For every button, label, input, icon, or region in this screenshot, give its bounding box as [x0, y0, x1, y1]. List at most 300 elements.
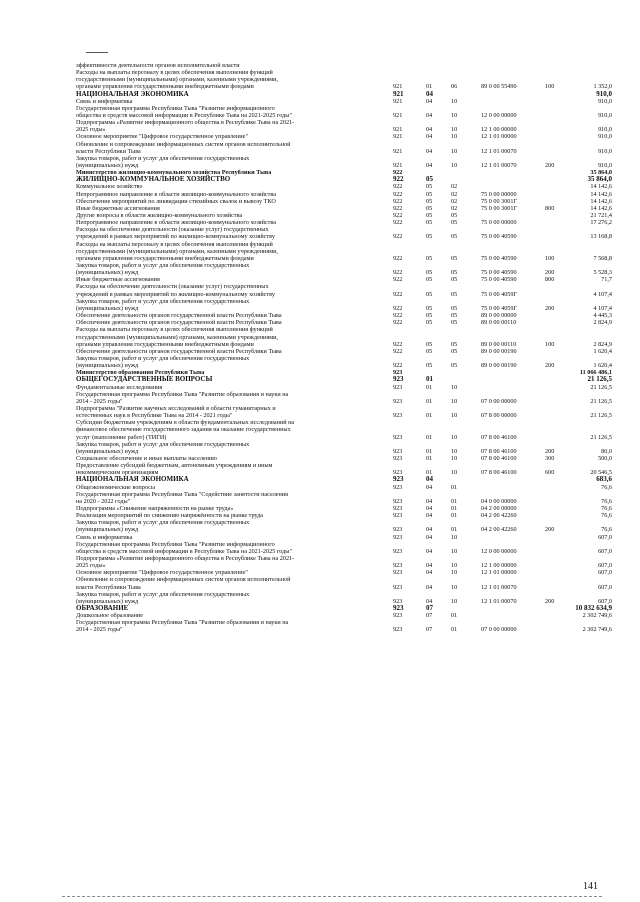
row-section: 01	[426, 469, 433, 477]
row-name: Другие вопросы в области жилищно-коммунального хозяйства	[76, 212, 243, 220]
row-amount: 35 864,0	[590, 169, 612, 177]
table-row	[0, 355, 640, 369]
table-row	[0, 155, 640, 169]
row-subsection: 10	[451, 469, 458, 477]
top-rule	[86, 52, 108, 53]
row-section: 07	[426, 626, 433, 634]
table-row	[0, 391, 640, 405]
row-ministry-code: 922	[393, 204, 403, 212]
row-ministry-code: 921	[393, 112, 403, 119]
row-section: 05	[426, 304, 433, 312]
table-row	[0, 462, 640, 476]
row-section: 05	[426, 362, 433, 370]
row-ministry-code: 923	[393, 454, 403, 462]
row-subsection: 10	[451, 162, 458, 170]
row-name: Обновление и сопровождение информационных систем органов исполнительной власти Республики Тыва	[76, 576, 291, 591]
row-expense-type: 200	[545, 304, 555, 312]
row-section: 04	[426, 162, 433, 170]
row-name: Подпрограмма "Развитие научных исследований в области гуманитарных и естественных наук в Республике Тыва на 2014 - 2021 годы"	[76, 404, 276, 420]
row-target-article: 12 1 01 00000	[481, 569, 517, 577]
row-ministry-code: 923	[393, 612, 403, 620]
row-target-article: 12 1 01 00070	[481, 162, 517, 170]
row-name: НАЦИОНАЛЬНАЯ ЭКОНОМИКА	[76, 89, 189, 98]
row-subsection: 10	[451, 547, 458, 555]
row-section: 04	[426, 512, 433, 520]
row-expense-type: 600	[545, 469, 555, 477]
row-ministry-code: 922	[393, 169, 403, 177]
row-name: Предоставление субсидий бюджетным, автономным учреждениям и иным некоммерческим организациям	[76, 462, 273, 477]
row-section: 04	[426, 547, 433, 555]
row-section: 04	[426, 597, 433, 605]
table-row	[0, 419, 640, 440]
table-row	[0, 69, 640, 90]
row-ministry-code: 923	[393, 397, 403, 405]
row-amount: 4 107,4	[593, 304, 612, 312]
row-section: 04	[426, 497, 433, 505]
row-subsection: 02	[451, 190, 458, 198]
row-amount: 21 126,5	[590, 383, 612, 391]
table-row	[0, 183, 640, 190]
table-row	[0, 105, 640, 119]
row-subsection: 05	[451, 233, 458, 241]
row-ministry-code: 923	[393, 497, 403, 505]
row-amount: 910,0	[598, 112, 612, 119]
row-section: 04	[426, 89, 433, 98]
row-amount: 20 546,5	[590, 469, 612, 477]
row-name: эффективности деятельности органов исполнительной власти	[76, 62, 240, 69]
row-expense-type: 200	[545, 362, 555, 370]
row-subsection: 10	[451, 597, 458, 605]
row-section: 05	[426, 340, 433, 348]
row-section: 01	[426, 83, 433, 91]
row-target-article: 89 0 00 00110	[481, 340, 517, 348]
row-target-article: 04 0 00 00000	[481, 497, 517, 505]
row-name: Закупка товаров, работ и услуг для обеспечения государственных (муниципальных) нужд	[76, 519, 250, 534]
row-name: Государственная программа Республики Тыва "Развитие образования и науки на 2014 - 2025 годы"	[76, 619, 289, 634]
row-name: Связь и информатика	[76, 97, 133, 105]
row-subsection: 05	[451, 304, 458, 312]
row-name: Обеспечение деятельности органов государственной власти Республики Тыва	[76, 319, 282, 327]
row-name: ЖИЛИЩНО-КОММУНАЛЬНОЕ ХОЗЯЙСТВО	[76, 175, 231, 184]
row-name: Реализация мероприятий по снижению напряжённости на рынке труда	[76, 512, 264, 520]
row-name: Фундаментальные исследования	[76, 383, 163, 391]
row-section: 01	[426, 433, 433, 441]
table-row	[0, 241, 640, 262]
row-amount: 910,0	[598, 162, 612, 170]
row-section: 05	[426, 319, 433, 327]
row-amount: 683,6	[596, 475, 612, 484]
row-ministry-code: 923	[393, 375, 404, 384]
row-name: Обновление и сопровождение информационных систем органов исполнительной власти Республики Тыва	[76, 140, 291, 155]
row-section: 04	[426, 504, 433, 512]
row-section: 04	[426, 147, 433, 155]
row-target-article: 07 0 00 00000	[481, 626, 517, 634]
row-amount: 35 864,0	[587, 175, 612, 184]
row-name: Подпрограмма «Снижение напряженности на рынке труда»	[76, 505, 234, 512]
row-amount: 80,0	[601, 447, 612, 455]
row-ministry-code: 923	[393, 626, 403, 634]
row-section: 04	[426, 562, 433, 570]
row-subsection: 10	[451, 383, 458, 391]
row-name: Коммунальное хозяйство	[76, 183, 143, 191]
row-section: 05	[426, 312, 433, 320]
table-row	[0, 205, 640, 212]
row-target-article: 75 0 00 00000	[481, 190, 517, 198]
row-target-article: 07 8 00 46100	[481, 433, 517, 441]
row-name: ОБЩЕГОСУДАРСТВЕННЫЕ ВОПРОСЫ	[76, 375, 213, 384]
row-section: 05	[426, 197, 433, 205]
row-amount: 14 142,6	[590, 183, 612, 191]
row-section: 05	[426, 269, 433, 277]
row-name: Закупка товаров, работ и услуг для обеспечения государственных (муниципальных) нужд	[76, 297, 250, 312]
row-section: 04	[426, 126, 433, 134]
table-row	[0, 298, 640, 312]
table-row	[0, 312, 640, 319]
row-name: Непрограммное направление в области жилищно-коммунального хозяйства	[76, 190, 276, 198]
table-row	[0, 605, 640, 612]
table-row	[0, 191, 640, 198]
row-subsection: 01	[451, 497, 458, 505]
table-row	[0, 534, 640, 541]
row-ministry-code: 923	[393, 483, 403, 491]
row-ministry-code: 923	[393, 569, 403, 577]
row-amount: 2 824,9	[593, 319, 612, 327]
row-ministry-code: 923	[393, 504, 403, 512]
row-amount: 4 107,4	[593, 290, 612, 298]
table-row	[0, 319, 640, 326]
row-section: 05	[426, 175, 433, 184]
row-ministry-code: 923	[393, 533, 403, 541]
row-subsection: 10	[451, 562, 458, 570]
row-expense-type: 200	[545, 597, 555, 605]
table-row	[0, 476, 640, 483]
row-subsection: 05	[451, 269, 458, 277]
row-ministry-code: 922	[393, 212, 403, 220]
row-amount: 607,0	[598, 597, 612, 605]
row-name: НАЦИОНАЛЬНАЯ ЭКОНОМИКА	[76, 475, 189, 484]
row-amount: 4 445,3	[593, 312, 612, 320]
row-amount: 607,0	[598, 533, 612, 541]
row-target-article: 89 0 00 00190	[481, 347, 517, 355]
row-amount: 1 620,4	[593, 362, 612, 370]
table-row	[0, 91, 640, 98]
row-subsection: 01	[451, 483, 458, 491]
row-amount: 7 568,8	[593, 254, 612, 262]
row-ministry-code: 922	[393, 197, 403, 205]
row-section: 04	[426, 475, 433, 484]
row-section: 04	[426, 533, 433, 541]
row-ministry-code: 922	[393, 276, 403, 284]
table-row	[0, 348, 640, 355]
row-ministry-code: 922	[393, 219, 403, 227]
row-ministry-code: 922	[393, 190, 403, 198]
table-row	[0, 212, 640, 219]
row-name: Обеспечение деятельности органов государственной власти Республики Тыва	[76, 312, 282, 320]
row-subsection: 02	[451, 197, 458, 205]
row-section: 04	[426, 583, 433, 591]
row-target-article: 12 1 00 00000	[481, 562, 517, 570]
row-subsection: 05	[451, 362, 458, 370]
row-target-article: 75 0 00 3001Г	[481, 204, 518, 212]
row-section: 05	[426, 347, 433, 355]
row-expense-type: 200	[545, 269, 555, 277]
row-name: Министерство жилищно-коммунального хозяйства Республики Тыва	[76, 169, 272, 177]
row-target-article: 89 0 00 00000	[481, 312, 517, 320]
row-ministry-code: 921	[393, 83, 403, 91]
row-amount: 2 302 749,6	[582, 612, 612, 620]
row-subsection: 05	[451, 312, 458, 320]
bottom-rule	[62, 896, 602, 897]
row-target-article: 12 0 00 00000	[481, 112, 517, 119]
row-name: Общеэкономические вопросы	[76, 483, 155, 491]
row-section: 07	[426, 612, 433, 620]
row-amount: 2 824,9	[593, 340, 612, 348]
row-target-article: 75 0 00 40590	[481, 233, 517, 241]
row-amount: 1 620,4	[593, 347, 612, 355]
row-section: 01	[426, 447, 433, 455]
row-name: Расходы на выплаты персоналу в целях обеспечения выполнения функций государственными (муниципальными) органами, казенными учреждениями, органами управления государственными внебюджетными фондами	[76, 240, 278, 262]
row-ministry-code: 922	[393, 269, 403, 277]
row-section: 05	[426, 204, 433, 212]
row-section: 04	[426, 569, 433, 577]
row-ministry-code: 923	[393, 433, 403, 441]
table-row	[0, 226, 640, 240]
row-name: Иные бюджетные ассигнования	[76, 276, 160, 284]
row-target-article: 04 2 00 42260	[481, 512, 517, 520]
table-row	[0, 591, 640, 605]
row-target-article: 75 0 00 40590	[481, 276, 517, 284]
row-amount: 607,0	[598, 562, 612, 570]
row-section: 05	[426, 183, 433, 191]
row-ministry-code: 922	[393, 254, 403, 262]
row-section: 04	[426, 133, 433, 141]
row-name: ОБРАЗОВАНИЕ	[76, 604, 129, 613]
row-ministry-code: 923	[393, 447, 403, 455]
row-expense-type: 100	[545, 83, 555, 91]
row-expense-type: 200	[545, 526, 555, 534]
table-row	[0, 262, 640, 276]
row-target-article: 07 8 00 46100	[481, 469, 517, 477]
row-name: Государственная программа Республики Тыва "Развитие образования и науки на 2014 - 2025 годы"	[76, 390, 289, 405]
row-ministry-code: 923	[393, 604, 404, 613]
row-amount: 21 126,5	[590, 397, 612, 405]
row-amount: 21 126,5	[587, 375, 612, 384]
table-row	[0, 62, 640, 69]
row-expense-type: 100	[545, 340, 555, 348]
table-row	[0, 326, 640, 347]
row-name: Расходы на выплаты персоналу в целях обеспечения выполнения функций государственными (муниципальными) органами, казенными учреждениями, органами управления государственными внебюджетными фондами	[76, 69, 278, 91]
row-ministry-code: 922	[393, 183, 403, 191]
row-ministry-code: 922	[393, 175, 404, 184]
row-name: Расходы на выплаты персоналу в целях обеспечения выполнения функций государственными (муниципальными) органами, казенными учреждениями, органами управления государственными внебюджетными фондами	[76, 326, 278, 348]
row-subsection: 10	[451, 533, 458, 541]
table-row	[0, 276, 640, 283]
row-target-article: 89 0 00 00190	[481, 362, 517, 370]
row-ministry-code: 922	[393, 347, 403, 355]
row-ministry-code: 922	[393, 312, 403, 320]
row-amount: 910,0	[598, 133, 612, 141]
row-section: 05	[426, 219, 433, 227]
row-subsection: 05	[451, 319, 458, 327]
row-target-article: 89 0 00 55490	[481, 83, 517, 91]
row-ministry-code: 923	[393, 526, 403, 534]
row-section: 01	[426, 397, 433, 405]
row-target-article: 12 0 00 00000	[481, 547, 517, 555]
row-amount: 21 126,5	[590, 433, 612, 441]
row-name: Закупка товаров, работ и услуг для обеспечения государственных (муниципальных) нужд	[76, 154, 250, 170]
row-subsection: 10	[451, 454, 458, 462]
table-row	[0, 541, 640, 555]
row-name: Министерство образования Республики Тыва	[76, 369, 205, 377]
row-amount: 17 276,2	[590, 219, 612, 227]
row-name: Государственная программа Республики Тыва "Развитие информационного общества и средств массовой информации в Республике Тыва на 2021-2025 годы"	[76, 540, 292, 555]
row-amount: 71,7	[601, 276, 612, 284]
row-expense-type: 100	[545, 254, 555, 262]
row-amount: 910,0	[598, 126, 612, 134]
row-ministry-code: 921	[393, 133, 403, 141]
row-ministry-code: 922	[393, 362, 403, 370]
row-target-article: 75 0 00 4059Г	[481, 290, 518, 298]
table-row	[0, 133, 640, 140]
row-name: Расходы на обеспечение деятельности (оказание услуг) государственных учреждений в рамках мероприятий по жилищно-коммунальному хозяйству	[76, 226, 275, 241]
row-section: 04	[426, 97, 433, 105]
row-ministry-code: 921	[393, 147, 403, 155]
row-subsection: 05	[451, 254, 458, 262]
row-subsection: 05	[451, 219, 458, 227]
row-name: Субсидии бюджетным учреждениям в области фундаментальных исследований на финансовое обеспечение государственного задания на оказание государственных услуг (выполнение работ) (ТИГИ)	[76, 419, 295, 441]
row-amount: 76,6	[601, 497, 612, 505]
row-name: Дошкольное образование	[76, 612, 144, 620]
row-ministry-code: 923	[393, 412, 403, 420]
row-amount: 14 142,6	[590, 197, 612, 205]
row-section: 04	[426, 112, 433, 119]
row-subsection: 02	[451, 183, 458, 191]
row-amount: 13 168,8	[590, 233, 612, 241]
table-row	[0, 491, 640, 505]
row-subsection: 10	[451, 412, 458, 420]
row-ministry-code: 922	[393, 319, 403, 327]
table-row	[0, 612, 640, 619]
row-amount: 910,0	[598, 147, 612, 155]
row-section: 05	[426, 276, 433, 284]
row-ministry-code: 923	[393, 469, 403, 477]
row-target-article: 75 0 00 00000	[481, 219, 517, 227]
row-subsection: 02	[451, 204, 458, 212]
table-row	[0, 176, 640, 183]
row-section: 05	[426, 190, 433, 198]
row-subsection: 01	[451, 504, 458, 512]
row-target-article: 12 1 00 00000	[481, 126, 517, 134]
row-section: 01	[426, 412, 433, 420]
row-amount: 607,0	[598, 583, 612, 591]
row-name: Основное мероприятие "Цифровое государственное управление"	[76, 133, 248, 141]
row-name: Государственная программа Республики Тыва "Развитие информационного общества и средств массовой информации в Республике Тыва на 2021-2025 годы"	[76, 104, 292, 120]
row-target-article: 75 0 00 4059Г	[481, 304, 518, 312]
row-target-article: 12 1 01 00070	[481, 147, 517, 155]
row-ministry-code: 922	[393, 304, 403, 312]
row-ministry-code: 921	[393, 97, 403, 105]
row-expense-type: 300	[545, 454, 555, 462]
row-subsection: 05	[451, 212, 458, 220]
table-row	[0, 376, 640, 383]
row-name: Закупка товаров, работ и услуг для обеспечения государственных (муниципальных) нужд	[76, 440, 250, 455]
table-row	[0, 98, 640, 105]
row-amount: 910,0	[596, 89, 612, 98]
row-amount: 76,6	[601, 512, 612, 520]
table-row	[0, 119, 640, 133]
row-subsection: 05	[451, 276, 458, 284]
row-section: 07	[426, 604, 433, 613]
row-target-article: 75 0 00 40590	[481, 254, 517, 262]
row-subsection: 10	[451, 447, 458, 455]
row-section: 05	[426, 212, 433, 220]
row-amount: 607,0	[598, 547, 612, 555]
row-section: 01	[426, 383, 433, 391]
row-subsection: 10	[451, 97, 458, 105]
table-row	[0, 619, 640, 633]
row-subsection: 05	[451, 290, 458, 298]
row-subsection: 10	[451, 112, 458, 119]
row-target-article: 75 0 00 3001Г	[481, 197, 518, 205]
row-subsection: 10	[451, 397, 458, 405]
row-amount: 1 352,0	[593, 83, 612, 91]
row-ministry-code: 923	[393, 512, 403, 520]
row-ministry-code: 922	[393, 340, 403, 348]
row-amount: 11 066 486,1	[579, 369, 612, 377]
row-name: Основное мероприятие "Цифровое государственное управление"	[76, 569, 248, 577]
table-row	[0, 555, 640, 569]
row-amount: 76,6	[601, 483, 612, 491]
table-row	[0, 198, 640, 205]
row-section: 04	[426, 526, 433, 534]
budget-table	[0, 62, 640, 634]
row-name: Связь и информатика	[76, 533, 133, 541]
row-name: Закупка товаров, работ и услуг для обеспечения государственных (муниципальных) нужд	[76, 354, 250, 370]
row-subsection: 05	[451, 347, 458, 355]
row-subsection: 10	[451, 147, 458, 155]
row-name: Расходы на обеспечение деятельности (оказание услуг) государственных учреждений в рамках мероприятий по жилищно-коммунальному хозяйству	[76, 283, 275, 298]
row-ministry-code: 923	[393, 383, 403, 391]
row-ministry-code: 923	[393, 583, 403, 591]
table-row	[0, 569, 640, 576]
row-section: 04	[426, 483, 433, 491]
row-target-article: 04 2 00 42260	[481, 526, 517, 534]
row-section: 05	[426, 233, 433, 241]
table-row	[0, 484, 640, 491]
row-name: Обеспечение деятельности органов государственной власти Республики Тыва	[76, 347, 282, 355]
row-name: Государственная программа Республики Тыва "Содействие занятости населения на 2020 - 2022 годы"	[76, 490, 288, 505]
row-amount: 76,6	[601, 526, 612, 534]
row-name: Закупка товаров, работ и услуг для обеспечения государственных (муниципальных) нужд	[76, 590, 250, 605]
row-name: Закупка товаров, работ и услуг для обеспечения государственных (муниципальных) нужд	[76, 262, 250, 277]
table-row	[0, 519, 640, 533]
row-expense-type: 800	[545, 276, 555, 284]
row-expense-type: 200	[545, 447, 555, 455]
row-amount: 21 126,5	[590, 412, 612, 420]
row-subsection: 01	[451, 512, 458, 520]
row-ministry-code: 923	[393, 547, 403, 555]
row-ministry-code: 922	[393, 290, 403, 298]
row-section: 05	[426, 290, 433, 298]
row-ministry-code: 921	[393, 89, 404, 98]
table-row	[0, 405, 640, 419]
row-ministry-code: 921	[393, 126, 403, 134]
row-expense-type: 200	[545, 162, 555, 170]
row-target-article: 89 0 00 00110	[481, 319, 517, 327]
table-row	[0, 505, 640, 512]
row-section: 05	[426, 254, 433, 262]
row-subsection: 10	[451, 126, 458, 134]
